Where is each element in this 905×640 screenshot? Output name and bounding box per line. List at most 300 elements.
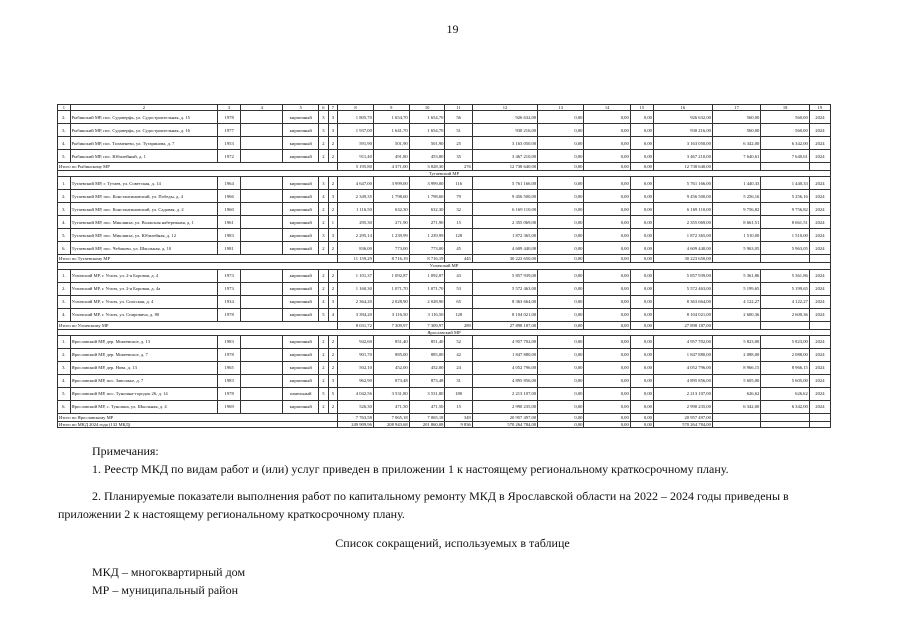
- table-cell: 2 364,20: [338, 295, 374, 308]
- table-cell: 25: [445, 137, 472, 150]
- table-cell: [241, 242, 283, 255]
- table-cell: кирпичный: [283, 229, 319, 242]
- column-number: 6: [319, 105, 328, 111]
- table-cell: 2024: [809, 177, 830, 190]
- table-cell: [241, 388, 283, 401]
- table-cell: 471,50: [409, 401, 445, 414]
- table-cell: 560,00: [761, 124, 809, 137]
- table-cell: 4.: [58, 308, 71, 321]
- table-cell: 4 052 796,00: [653, 362, 712, 375]
- table-cell: 1960: [218, 203, 241, 216]
- table-cell: 452,00: [409, 362, 445, 375]
- table-cell: кирпичный: [283, 242, 319, 255]
- table-cell: 1961: [218, 216, 241, 229]
- table-cell: Ярославский МР, дер. Нова, д. 13: [70, 362, 217, 375]
- table-cell: 926 632,00: [653, 111, 712, 124]
- table-cell: 1969: [218, 401, 241, 414]
- table-cell: 2024: [809, 375, 830, 388]
- table-cell: 0,00: [584, 401, 630, 414]
- table-cell: 6.: [58, 242, 71, 255]
- table-cell: 1 071,70: [409, 282, 445, 295]
- table-cell: 6 342,00: [761, 401, 809, 414]
- table-row: [58, 242, 831, 255]
- table-cell: 1934: [218, 295, 241, 308]
- table-cell: 0,00: [630, 401, 653, 414]
- column-number: 3: [218, 105, 241, 111]
- table-cell: 2: [328, 242, 337, 255]
- table-row: [58, 137, 831, 150]
- table-cell: 1 092,87: [373, 269, 409, 282]
- table-cell: 1973: [218, 282, 241, 295]
- table-cell: [241, 375, 283, 388]
- table-cell: 5 572 463,00: [472, 282, 537, 295]
- table-cell: Ярославский МР, дер. Мокеевское, д. 13: [70, 336, 217, 349]
- grand-total-cell: 249 909,96: [338, 422, 374, 428]
- table-cell: 911,40: [338, 150, 374, 163]
- table-cell: кирпичный: [283, 190, 319, 203]
- table-cell: кирпичный: [283, 401, 319, 414]
- table-cell: 526,30: [338, 401, 374, 414]
- table-cell: 1 798,60: [373, 190, 409, 203]
- table-cell: 8 104 021,00: [472, 308, 537, 321]
- table-cell: 1 510,00: [712, 229, 760, 242]
- table-cell: 0,00: [630, 190, 653, 203]
- total-cell: 30 223 650,00: [472, 255, 537, 263]
- column-number: 7: [328, 105, 337, 111]
- table-cell: 0,00: [630, 203, 653, 216]
- table-cell: 2: [319, 150, 328, 163]
- table-cell: 1 510,00: [761, 229, 809, 242]
- total-cell: [712, 321, 760, 329]
- table-cell: 626,62: [712, 388, 760, 401]
- table-cell: 4 122,27: [712, 295, 760, 308]
- table-cell: 0,00: [538, 190, 584, 203]
- table-cell: 2 355 069,00: [472, 216, 537, 229]
- table-cell: 2: [328, 177, 337, 190]
- total-cell: 8 716,19: [373, 255, 409, 263]
- table-cell: Тутаевский МР, пос. Чебаково, ул. Школьная, д. 10: [70, 242, 217, 255]
- table-cell: 0,00: [630, 295, 653, 308]
- table-cell: 1973: [218, 269, 241, 282]
- table-row: [58, 362, 831, 375]
- table-row: [58, 282, 831, 295]
- grand-total-label: Итого по МКД 2024 года (132 МКД): [58, 422, 338, 428]
- table-cell: 15: [445, 401, 472, 414]
- total-cell: 349: [445, 414, 472, 422]
- grand-total-cell: [761, 422, 809, 428]
- table-cell: 2024: [809, 362, 830, 375]
- table-cell: [241, 190, 283, 203]
- table-cell: 0,00: [630, 177, 653, 190]
- table-cell: 2024: [809, 401, 830, 414]
- total-cell: [761, 163, 809, 171]
- table-cell: 0,00: [584, 242, 630, 255]
- grand-total-cell: 208 943,68: [373, 422, 409, 428]
- table-cell: 1 440,33: [761, 177, 809, 190]
- table-cell: Ярославский МР, дер. Мокеевское, д. 7: [70, 349, 217, 362]
- table-cell: 5 857 939,00: [653, 269, 712, 282]
- table-cell: 501,90: [373, 137, 409, 150]
- table-cell: 0,00: [584, 349, 630, 362]
- table-cell: 1981: [218, 242, 241, 255]
- table-cell: 0,00: [538, 282, 584, 295]
- table-cell: 271,90: [373, 216, 409, 229]
- table-cell: 1966: [218, 190, 241, 203]
- table-cell: 2: [328, 349, 337, 362]
- table-cell: 1 847 880,00: [653, 349, 712, 362]
- total-cell: 3 828,30: [409, 163, 445, 171]
- district-name: Ярославский МР: [58, 329, 831, 335]
- total-cell: 7 309,97: [409, 321, 445, 329]
- table-cell: 2: [319, 362, 328, 375]
- table-cell: 3: [328, 375, 337, 388]
- table-cell: 2.: [58, 111, 71, 124]
- table-cell: [241, 203, 283, 216]
- table-cell: 2: [319, 336, 328, 349]
- table-cell: 3 531,80: [373, 388, 409, 401]
- table-cell: 6.: [58, 401, 71, 414]
- table-cell: 4 647,00: [338, 177, 374, 190]
- table-cell: 930 216,00: [653, 124, 712, 137]
- total-cell: 0,00: [538, 255, 584, 263]
- table-cell: 271,90: [409, 216, 445, 229]
- table-cell: 962,90: [338, 375, 374, 388]
- table-cell: 1978: [218, 308, 241, 321]
- table-cell: 0,00: [538, 124, 584, 137]
- column-number: 16: [653, 105, 712, 111]
- table-cell: 4 957 702,00: [472, 336, 537, 349]
- column-number: 18: [761, 105, 809, 111]
- table-cell: 295,30: [338, 216, 374, 229]
- table-cell: 2 349,35: [338, 190, 374, 203]
- table-cell: [241, 295, 283, 308]
- table-cell: Рыбинский МР, пос. Тихменево, ул. Тугаринова, д. 7: [70, 137, 217, 150]
- total-cell: [809, 414, 830, 422]
- table-cell: 5: [319, 388, 328, 401]
- table-cell: Ярославский МР, пос. Туношна-городок 26, д. 14: [70, 388, 217, 401]
- table-cell: 56: [445, 111, 472, 124]
- table-cell: 2 028,90: [409, 295, 445, 308]
- table-cell: 1.: [58, 336, 71, 349]
- table-cell: кирпичный: [283, 203, 319, 216]
- table-cell: кирпичный: [283, 111, 319, 124]
- table-cell: 502,10: [338, 362, 374, 375]
- table-cell: 8 661,51: [761, 216, 809, 229]
- column-number: 17: [712, 105, 760, 111]
- total-cell: 289: [445, 321, 472, 329]
- column-number: 13: [538, 105, 584, 111]
- grand-total-cell: [712, 422, 760, 428]
- table-cell: 0,00: [584, 177, 630, 190]
- grand-total-cell: 9 836: [445, 422, 472, 428]
- table-cell: 1 641,70: [373, 124, 409, 137]
- table-cell: кирпичный: [283, 150, 319, 163]
- table-cell: кирпичный: [283, 177, 319, 190]
- table-cell: 4: [319, 295, 328, 308]
- table-cell: 4 052 796,00: [472, 362, 537, 375]
- table-cell: 3 116,50: [409, 308, 445, 321]
- total-cell: [809, 163, 830, 171]
- table-cell: 3: [328, 295, 337, 308]
- district-name: Угличский МР: [58, 263, 831, 269]
- table-cell: 1 654,70: [409, 111, 445, 124]
- total-cell: 20 957 497,00: [472, 414, 537, 422]
- table-cell: 0,00: [630, 242, 653, 255]
- table-cell: 0,00: [538, 401, 584, 414]
- table-cell: 0,00: [584, 190, 630, 203]
- table-cell: 53: [445, 282, 472, 295]
- table-cell: 3.: [58, 124, 71, 137]
- table-cell: 0,00: [584, 111, 630, 124]
- table-cell: 873,48: [373, 375, 409, 388]
- table-cell: 1978: [218, 349, 241, 362]
- table-cell: 31: [445, 375, 472, 388]
- table-cell: 1 654,70: [409, 124, 445, 137]
- table-cell: 0,00: [584, 388, 630, 401]
- column-number: 11: [445, 105, 472, 111]
- table-cell: 0,00: [630, 150, 653, 163]
- table-cell: 128: [445, 308, 472, 321]
- table-cell: 1 160,30: [338, 282, 374, 295]
- column-number: 9: [373, 105, 409, 111]
- table-cell: 2 600,36: [712, 308, 760, 321]
- total-cell: 8 031,72: [338, 321, 374, 329]
- table-cell: 1983: [218, 375, 241, 388]
- table-cell: [241, 216, 283, 229]
- table-cell: 0,00: [630, 229, 653, 242]
- table-cell: 1 101,37: [338, 269, 374, 282]
- table-cell: 942,60: [338, 336, 374, 349]
- table-cell: 0,00: [584, 124, 630, 137]
- table-cell: 0,00: [538, 349, 584, 362]
- column-number: 15: [630, 105, 653, 111]
- table-cell: 5.: [58, 150, 71, 163]
- table-cell: [241, 362, 283, 375]
- table-cell: 0,00: [630, 308, 653, 321]
- table-cell: 626,62: [761, 388, 809, 401]
- table-cell: 1 872 365,00: [653, 229, 712, 242]
- table-cell: 3 531,80: [409, 388, 445, 401]
- table-cell: 7 640,61: [712, 150, 760, 163]
- table-cell: 1 798,60: [409, 190, 445, 203]
- table-cell: 2024: [809, 336, 830, 349]
- column-number: 19: [809, 105, 830, 111]
- table-cell: 8 966,15: [761, 362, 809, 375]
- table-cell: [241, 401, 283, 414]
- table-cell: 52: [445, 336, 472, 349]
- table-cell: кирпичный: [283, 282, 319, 295]
- table-cell: Тутаевский МР, пос. Константиновский, ул. Победы, д. 4: [70, 190, 217, 203]
- table-cell: Рыбинский МР, пос. Судоверфь, ул. Судостроительная, д. 15: [70, 111, 217, 124]
- total-cell: 27 898 187,00: [472, 321, 537, 329]
- table-cell: 2 990 235,00: [472, 401, 537, 414]
- table-cell: 2024: [809, 308, 830, 321]
- table-cell: 1.: [58, 177, 71, 190]
- table-cell: кирпичный: [283, 124, 319, 137]
- table-cell: 2: [319, 242, 328, 255]
- table-cell: 3 467 210,00: [653, 150, 712, 163]
- district-name: Тутаевский МР: [58, 171, 831, 177]
- table-row: [58, 229, 831, 242]
- total-cell: 0,00: [538, 414, 584, 422]
- table-cell: 8 363 664,00: [653, 295, 712, 308]
- table-cell: 5 256,16: [761, 190, 809, 203]
- table-cell: 4 122,27: [761, 295, 809, 308]
- table-cell: кирпичный: [283, 336, 319, 349]
- table-cell: 773,00: [373, 242, 409, 255]
- table-cell: 1.: [58, 269, 71, 282]
- table-cell: 1 805,70: [338, 111, 374, 124]
- table-cell: 8 661,51: [712, 216, 760, 229]
- table-cell: 5 761 166,00: [472, 177, 537, 190]
- table-cell: 0,00: [630, 349, 653, 362]
- total-cell: 4 371,00: [373, 163, 409, 171]
- table-cell: кирпичный: [283, 295, 319, 308]
- table-cell: [241, 177, 283, 190]
- table-cell: 2024: [809, 269, 830, 282]
- table-cell: [241, 229, 283, 242]
- table-cell: 6 169 110,00: [653, 203, 712, 216]
- district-total-row: [58, 163, 831, 171]
- table-cell: 1953: [218, 137, 241, 150]
- total-cell: [761, 414, 809, 422]
- total-cell: 0,00: [584, 163, 630, 171]
- table-cell: 2 990 235,00: [653, 401, 712, 414]
- table-cell: 560,00: [712, 124, 760, 137]
- total-cell: 0,00: [630, 255, 653, 263]
- table-cell: [241, 150, 283, 163]
- table-cell: 35: [445, 150, 472, 163]
- table-cell: [241, 282, 283, 295]
- table-cell: 4 042,56: [338, 388, 374, 401]
- table-cell: 4 609 440,00: [653, 242, 712, 255]
- table-cell: 2024: [809, 190, 830, 203]
- table-cell: 2024: [809, 229, 830, 242]
- grand-total-cell: 0,00: [538, 422, 584, 428]
- total-cell: 7 065,18: [409, 414, 445, 422]
- table-cell: 1978: [218, 388, 241, 401]
- table-cell: кирпичный: [283, 308, 319, 321]
- table-cell: кирпичный: [283, 216, 319, 229]
- total-cell: 7 309,97: [373, 321, 409, 329]
- table-cell: 0,00: [538, 150, 584, 163]
- table-cell: 24: [445, 362, 472, 375]
- table-cell: 3: [319, 229, 328, 242]
- abbreviations-heading: Список сокращений, используемых в таблице: [335, 536, 570, 550]
- table-cell: 65: [445, 295, 472, 308]
- table-cell: 3.: [58, 295, 71, 308]
- table-cell: 2024: [809, 282, 830, 295]
- total-cell: 0,00: [584, 255, 630, 263]
- table-cell: [241, 336, 283, 349]
- table-cell: 32: [445, 203, 472, 216]
- table-cell: 0,00: [538, 295, 584, 308]
- table-row: [58, 216, 831, 229]
- table-cell: 3: [328, 190, 337, 203]
- total-cell: 12 738 640,00: [653, 163, 712, 171]
- table-cell: 930 216,00: [472, 124, 537, 137]
- table-cell: 43: [445, 269, 472, 282]
- table-cell: 836,00: [338, 242, 374, 255]
- table-cell: 3 163 050,00: [472, 137, 537, 150]
- table-cell: 1 239,99: [409, 229, 445, 242]
- abbreviation-mr: МР – муниципальный район: [92, 583, 239, 597]
- table-cell: 0,00: [538, 111, 584, 124]
- table-row: [58, 124, 831, 137]
- table-cell: 9 756,82: [712, 203, 760, 216]
- table-cell: 2024: [809, 295, 830, 308]
- table-cell: 1983: [218, 229, 241, 242]
- table-cell: 2: [319, 216, 328, 229]
- table-cell: 0,00: [584, 336, 630, 349]
- table-cell: 0,00: [584, 203, 630, 216]
- table-cell: 2: [328, 150, 337, 163]
- table-cell: 873,48: [409, 375, 445, 388]
- total-cell: 8 716,19: [409, 255, 445, 263]
- mkd-register-table: [57, 104, 831, 428]
- table-cell: 2: [328, 137, 337, 150]
- table-cell: 5 199,65: [761, 282, 809, 295]
- table-cell: 2024: [809, 150, 830, 163]
- table-cell: 0,00: [538, 137, 584, 150]
- table-cell: 0,00: [630, 388, 653, 401]
- table-cell: кирпичный: [283, 137, 319, 150]
- note-item-2: 2. Планируемые показатели выполнения работ по капитальному ремонту МКД в Ярославской области на 2022 – 2024 годы приведены в приложении 2 к настоящему региональному краткосрочному плану.: [58, 489, 789, 521]
- table-cell: 0,00: [538, 362, 584, 375]
- grand-total-cell: [809, 422, 830, 428]
- table-cell: 1965: [218, 362, 241, 375]
- table-cell: 5 761 166,00: [653, 177, 712, 190]
- total-cell: 7 763,58: [338, 414, 374, 422]
- table-cell: 0,00: [630, 362, 653, 375]
- table-cell: 5 361,86: [761, 269, 809, 282]
- table-cell: 2 355 069,00: [653, 216, 712, 229]
- total-cell: [712, 163, 760, 171]
- table-cell: Угличский МР, г. Углич, ул. Спасская, д. 4: [70, 295, 217, 308]
- table-cell: 2: [328, 269, 337, 282]
- page-number: 19: [446, 22, 459, 36]
- table-cell: 5 199,65: [712, 282, 760, 295]
- table-cell: 0,00: [584, 375, 630, 388]
- total-cell: 0,00: [538, 321, 584, 329]
- table-cell: 3: [319, 111, 328, 124]
- table-cell: 4 895 856,00: [653, 375, 712, 388]
- table-cell: 5 256,16: [712, 190, 760, 203]
- district-total-row: [58, 321, 831, 329]
- table-cell: 2 028,90: [373, 295, 409, 308]
- table-cell: Угличский МР, г. Углич, ул. 2-я Боровая, д. 4а: [70, 282, 217, 295]
- table-cell: 3 999,00: [409, 177, 445, 190]
- table-cell: 0,00: [584, 216, 630, 229]
- table-cell: 0,00: [584, 295, 630, 308]
- table-cell: 773,00: [409, 242, 445, 255]
- table-cell: 2: [328, 401, 337, 414]
- table-cell: 2.: [58, 190, 71, 203]
- total-label: Итого по Ярославскому МР: [58, 414, 338, 422]
- table-cell: 851,40: [409, 336, 445, 349]
- total-label: Итого по Тутаевскому МР: [58, 255, 338, 263]
- table-cell: 2024: [809, 349, 830, 362]
- table-cell: 1978: [218, 111, 241, 124]
- table-cell: 4.: [58, 375, 71, 388]
- table-cell: 3: [328, 124, 337, 137]
- table-cell: 0,00: [538, 203, 584, 216]
- table-cell: 1 239,99: [373, 229, 409, 242]
- table-cell: 471,50: [373, 401, 409, 414]
- table-cell: 2: [319, 203, 328, 216]
- total-cell: 0,00: [630, 163, 653, 171]
- abbreviation-mkd: МКД – многоквартирный дом: [92, 565, 246, 579]
